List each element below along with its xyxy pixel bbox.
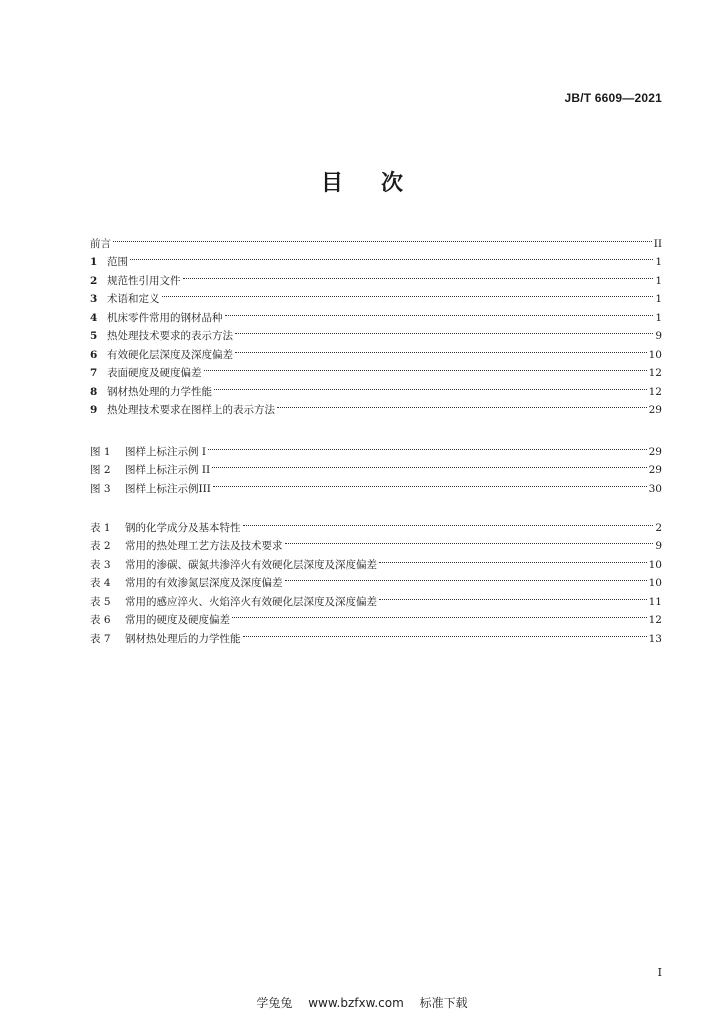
dot-leader [379,549,647,568]
page-title-char-1: 目 [320,171,343,196]
standard-code: JB/T 6609—2021 [564,91,662,105]
toc-entry-page: II [653,237,662,250]
toc-entry-section-4[interactable] [90,302,662,324]
toc-entry-number: 1 [90,256,98,268]
toc-entry-number: 6 [90,348,98,361]
toc-entry-label: 钢材热处理的力学性能 [107,385,212,398]
watermark [0,994,724,1011]
toc-entry-label: 规范性引用文件 [107,274,181,287]
dot-leader [214,376,647,395]
dot-leader [162,284,654,303]
toc-entry-number: 4 [90,311,98,324]
toc-entry-number: 3 [90,293,98,305]
toc-entry-section-3[interactable] [90,284,662,303]
toc-entry-page: 12 [648,385,662,398]
toc-entry-page: 1 [655,311,662,324]
dot-leader [285,531,654,550]
dot-leader [204,358,647,377]
dot-leader [225,302,654,321]
toc-entry-page: 30 [648,482,662,495]
watermark-url[interactable]: www.bzfxw.com [308,996,404,1010]
toc-entry-number: 表 3 [90,558,111,571]
toc-entry-label: 有效硬化层深度及深度偏差 [107,348,233,361]
toc-entry-page: 29 [648,404,662,416]
toc-entry-label: 常用的渗碳、碳氮共渗淬火有效硬化层深度及深度偏差 [125,558,377,571]
toc-figures [90,436,662,495]
toc-entry-label: 常用的感应淬火、火焰淬火有效硬化层深度及深度偏差 [125,595,377,608]
toc-entry-page: 10 [648,558,662,571]
toc-entry-foreword[interactable] [90,228,662,250]
toc-entry-label: 术语和定义 [107,293,160,305]
toc-entry-label: 热处理技术要求在图样上的表示方法 [107,404,275,416]
toc-entry-number: 表 2 [90,540,111,552]
toc-entry-section-2[interactable] [90,265,662,287]
watermark-tagline: 标准下载 [419,996,468,1010]
dot-leader [235,321,653,340]
watermark-site: 学兔兔 [256,996,293,1010]
toc-entry-page: 13 [648,632,662,645]
toc-entry-number: 表 4 [90,577,111,589]
toc-entry-label: 常用的有效渗氮层深度及深度偏差 [125,577,283,589]
toc-entry-page: 29 [648,445,662,458]
toc-entry-label: 常用的热处理工艺方法及技术要求 [125,540,283,552]
toc-entry-label: 常用的硬度及硬度偏差 [125,614,230,626]
toc-entry-number: 表 6 [90,614,111,626]
toc-entry-page: 10 [648,348,662,361]
toc-entry-label: 图样上标注示例III [125,482,211,495]
toc-entry-label: 范围 [107,256,128,268]
dot-leader [212,455,646,474]
toc-entry-page: 29 [648,464,662,476]
dot-leader [243,623,647,642]
toc-entry-page: 9 [655,540,662,552]
toc-entry-number: 5 [90,330,98,342]
toc-entry-label: 机床零件常用的钢材品种 [107,311,223,324]
dot-leader [285,568,647,587]
page-title [0,166,724,197]
toc-sections [90,228,662,416]
toc-entry-page: 12 [648,367,662,379]
toc-entry-label: 图样上标注示例 II [125,464,211,476]
toc-entry-number: 表 7 [90,632,111,645]
toc-entry-page: 1 [655,274,662,287]
dot-leader [183,265,654,284]
toc-entry-page: 1 [655,293,662,305]
toc-entry-page: 2 [655,521,662,534]
dot-leader [277,395,647,414]
toc-entry-number: 图 2 [90,464,111,476]
toc-entry-label: 表面硬度及硬度偏差 [107,367,202,379]
dot-leader [235,339,647,358]
toc-entry-number: 图 1 [90,445,111,458]
dot-leader [208,436,647,455]
page-title-char-2: 次 [381,171,404,196]
toc-entry-label: 钢材热处理后的力学性能 [125,632,241,645]
toc-entry-number: 8 [90,385,98,398]
toc-entry-section-1[interactable] [90,247,662,266]
page-number: I [657,966,662,979]
toc-tables [90,512,662,645]
toc-entry-label: 图样上标注示例 I [125,445,206,458]
toc-entry-page: 12 [648,614,662,626]
toc-entry-page: 10 [648,577,662,589]
dot-leader [213,473,647,492]
toc-entry-number: 7 [90,367,98,379]
toc-entry-number: 9 [90,404,98,416]
dot-leader [243,512,654,531]
dot-leader [130,247,653,266]
dot-leader [379,586,647,605]
toc-entry-page: 11 [648,595,662,608]
toc-entry-number: 表 5 [90,595,111,608]
toc-entry-number: 表 1 [90,521,111,534]
toc-entry-figure-1[interactable] [90,436,662,458]
toc-entry-page: 9 [655,330,662,342]
toc-entry-number: 图 3 [90,482,111,495]
toc-entry-number: 2 [90,274,98,287]
toc-entry-page: 1 [655,256,662,268]
toc-entry-label: 前言 [90,237,111,250]
toc-entry-label: 热处理技术要求的表示方法 [107,330,233,342]
dot-leader [113,228,652,247]
toc-entry-label: 钢的化学成分及基本特性 [125,521,241,534]
toc-entry-table-1[interactable] [90,512,662,534]
dot-leader [232,605,647,624]
